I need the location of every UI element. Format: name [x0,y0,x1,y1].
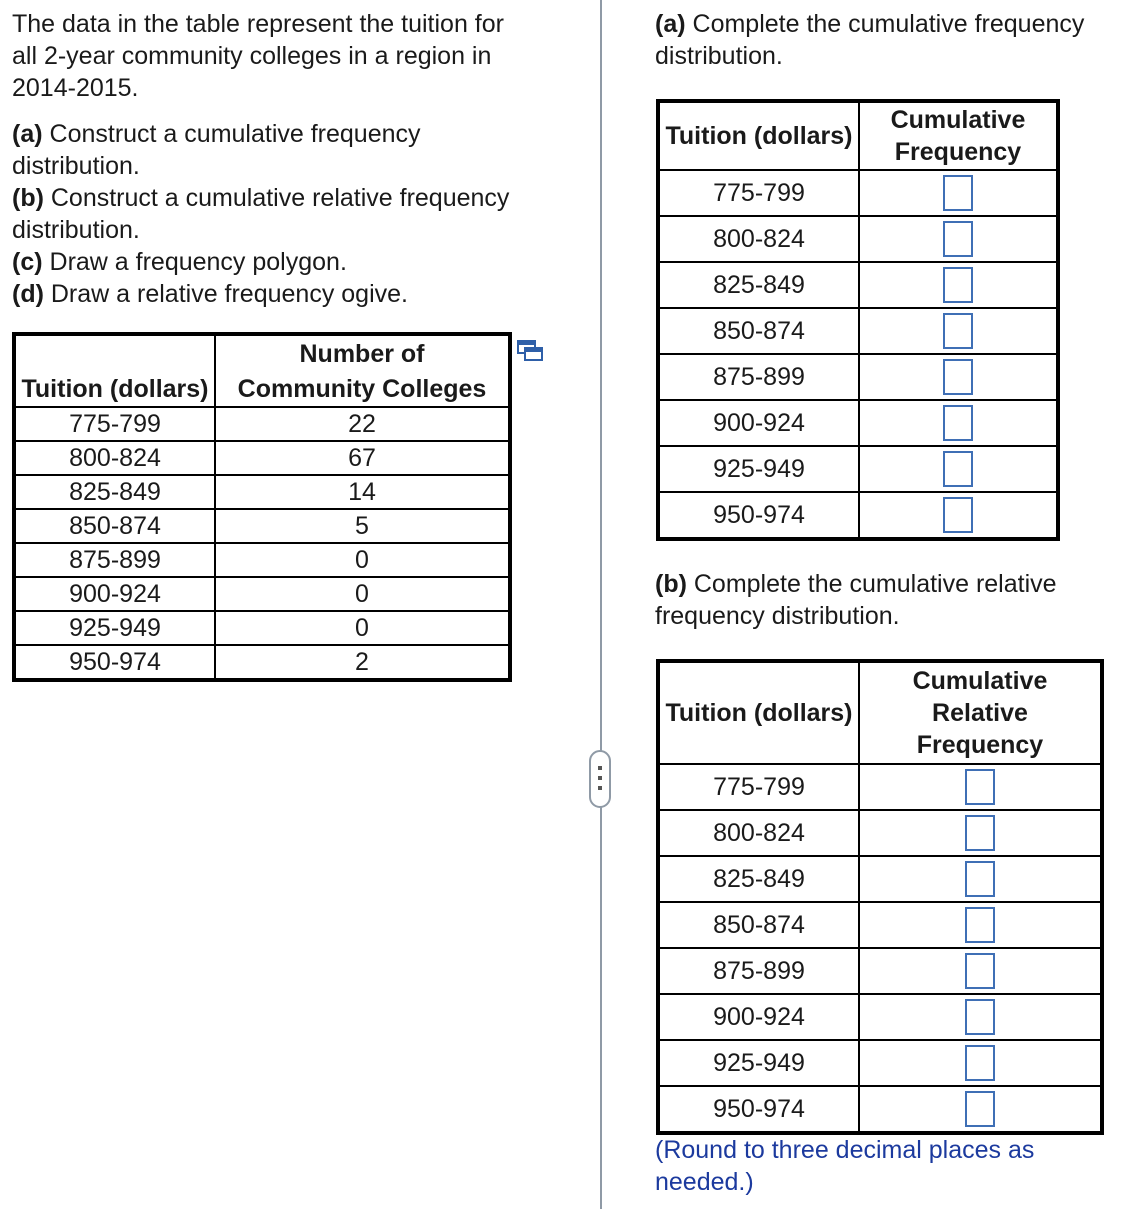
answer-cell [859,764,1102,810]
table-header-tuition: Tuition (dollars) [658,661,859,764]
part-text: Construct a cumulative frequency distribution. [12,120,421,180]
cumulative-frequency-input[interactable] [943,359,973,395]
part-label: (b) [12,184,44,212]
answer-cell [859,170,1058,216]
table-row [658,492,1058,539]
answer-cell [859,948,1102,994]
table-row [658,354,1058,400]
count-cell: 5 [215,509,510,543]
cumulative-relative-frequency-input[interactable] [965,861,995,897]
part-label: (c) [12,248,43,276]
cumulative-relative-frequency-input[interactable] [965,1045,995,1081]
rounding-note: (Round to three decimal places as needed.) [655,1136,1035,1196]
part-item [12,278,572,310]
count-cell: 22 [215,407,510,441]
table-header-cumulative-relative-frequency: Cumulative Relative Frequency [859,661,1102,764]
table-row [14,475,510,509]
table-row [658,400,1058,446]
tuition-cell: 875-899 [14,543,215,577]
answer-cell [859,492,1058,539]
answer-panel [655,8,1115,72]
tuition-cell: 775-799 [14,407,215,441]
tuition-cell: 950-974 [14,645,215,680]
problem-parts [12,118,572,310]
part-label: (b) [655,570,687,598]
answer-cell [859,994,1102,1040]
table-row [14,509,510,543]
part-label: (a) [12,120,43,148]
cumulative-frequency-input[interactable] [943,221,973,257]
table-row [658,1040,1102,1086]
cumulative-frequency-input[interactable] [943,175,973,211]
answer-cell [859,1040,1102,1086]
answer-cell [859,810,1102,856]
panel-divider[interactable] [600,0,602,1209]
count-cell: 0 [215,577,510,611]
table-header-count-line2: Community Colleges [215,372,510,407]
part-text: Complete the cumulative relative frequency distribution. [655,570,1057,630]
part-label: (d) [12,280,44,308]
answer-cell [859,1086,1102,1133]
tuition-cell: 950-974 [658,1086,859,1133]
cumulative-relative-frequency-input[interactable] [965,769,995,805]
table-row [658,856,1102,902]
tuition-cell: 775-799 [658,170,859,216]
table-row [658,308,1058,354]
cumulative-frequency-input[interactable] [943,451,973,487]
table-row [14,611,510,645]
cumulative-relative-frequency-input[interactable] [965,953,995,989]
table-row [14,543,510,577]
answer-cell [859,216,1058,262]
part-a-instruction [655,8,1095,72]
cumulative-frequency-input[interactable] [943,313,973,349]
tuition-cell: 925-949 [658,446,859,492]
cumulative-relative-frequency-input[interactable] [965,1091,995,1127]
answer-cell [859,308,1058,354]
table-row [14,645,510,680]
cumulative-frequency-input[interactable] [943,405,973,441]
part-item [12,246,572,278]
tuition-cell: 875-899 [658,948,859,994]
part-b-instruction [655,568,1095,632]
tuition-cell: 850-874 [658,902,859,948]
table-row [658,262,1058,308]
table-row [14,441,510,475]
part-item [12,182,542,246]
problem-intro: The data in the table represent the tuition for all 2-year community colleges in a region in 2014-2015. [12,10,504,102]
count-cell: 0 [215,611,510,645]
table-row [658,948,1102,994]
part-text: Construct a cumulative relative frequency distribution. [12,184,510,244]
divider-drag-handle[interactable] [589,750,611,808]
table-row [658,170,1058,216]
table-header-tuition: Tuition (dollars) [658,101,859,170]
tuition-cell: 775-799 [658,764,859,810]
answer-cell [859,446,1058,492]
tuition-cell: 800-824 [658,216,859,262]
problem-statement [12,8,572,310]
part-text: Draw a frequency polygon. [42,248,347,276]
table-header-count-line1: Number of [215,334,510,372]
tuition-cell: 950-974 [658,492,859,539]
answer-cell [859,400,1058,446]
tuition-cell: 800-824 [658,810,859,856]
table-row [658,810,1102,856]
table-header-tuition: Tuition (dollars) [14,372,215,407]
count-cell: 67 [215,441,510,475]
cumulative-relative-frequency-input[interactable] [965,815,995,851]
tuition-cell: 900-924 [658,400,859,446]
answer-cell [859,856,1102,902]
table-row [14,407,510,441]
count-cell: 0 [215,543,510,577]
table-header-blank [14,334,215,372]
part-label: (a) [655,10,686,38]
table-header-cumulative-frequency: Cumulative Frequency [859,101,1058,170]
cumulative-frequency-table [656,99,1060,541]
cumulative-relative-frequency-table [656,659,1104,1135]
cumulative-relative-frequency-input[interactable] [965,999,995,1035]
tuition-cell: 825-849 [14,475,215,509]
cumulative-frequency-input[interactable] [943,267,973,303]
tuition-cell: 825-849 [658,856,859,902]
answer-cell [859,354,1058,400]
cumulative-relative-frequency-input[interactable] [965,907,995,943]
table-row [658,1086,1102,1133]
table-row [658,902,1102,948]
table-row [658,764,1102,810]
cumulative-frequency-input[interactable] [943,497,973,533]
answer-cell [859,902,1102,948]
tuition-cell: 925-949 [658,1040,859,1086]
count-cell: 14 [215,475,510,509]
count-cell: 2 [215,645,510,680]
tuition-cell: 850-874 [658,308,859,354]
table-row [658,216,1058,262]
answer-cell [859,262,1058,308]
copy-table-icon[interactable] [517,340,543,362]
tuition-cell: 900-924 [658,994,859,1040]
tuition-cell: 825-849 [658,262,859,308]
tuition-cell: 850-874 [14,509,215,543]
tuition-data-table [12,332,512,682]
table-row [14,577,510,611]
tuition-cell: 800-824 [14,441,215,475]
part-text: Complete the cumulative frequency distribution. [655,10,1085,70]
table-row [658,446,1058,492]
tuition-cell: 925-949 [14,611,215,645]
tuition-cell: 900-924 [14,577,215,611]
part-item [12,118,542,182]
table-row [658,994,1102,1040]
part-text: Draw a relative frequency ogive. [43,280,408,308]
tuition-cell: 875-899 [658,354,859,400]
